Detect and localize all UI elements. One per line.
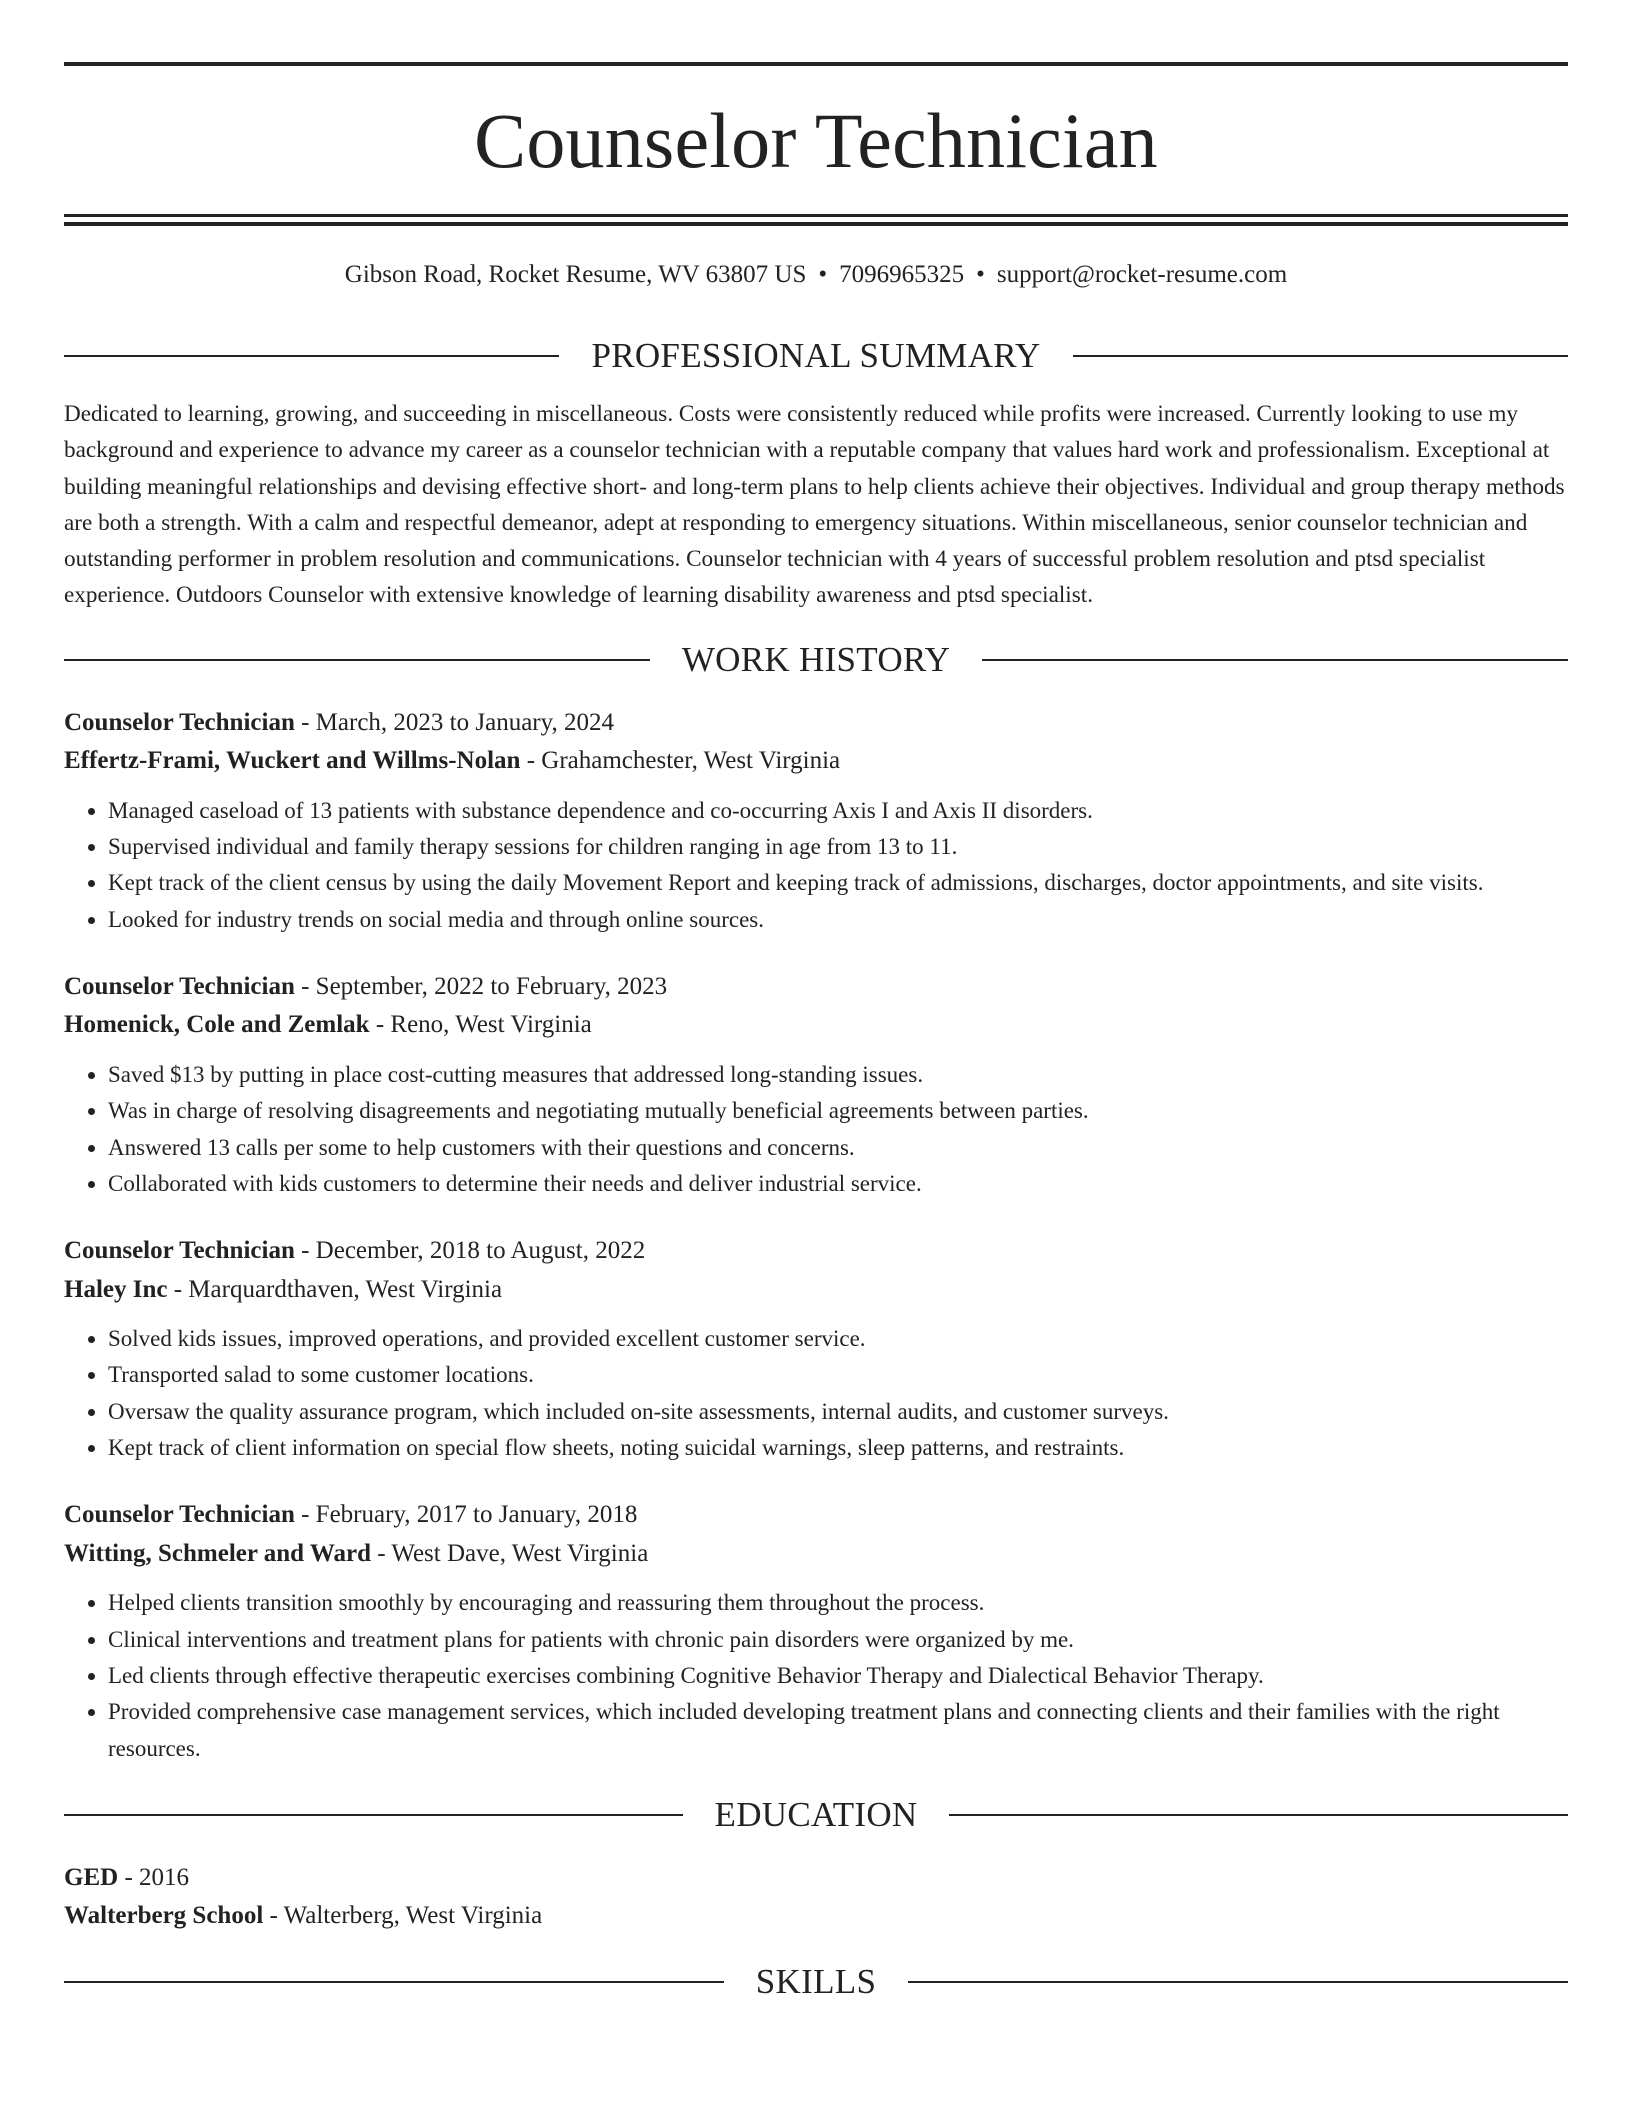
job-entry: [64, 968, 1568, 1202]
section-title: WORK HISTORY: [681, 639, 951, 679]
job-dates: - February, 2017 to January, 2018: [294, 1501, 638, 1529]
job-title-line: [64, 968, 1568, 1007]
education-location: - Walterberg, West Virginia: [263, 1902, 543, 1930]
section-title: PROFESSIONAL SUMMARY: [591, 336, 1041, 375]
summary-text: Dedicated to learning, growing, and succeeding in miscellaneous. Costs were consistently reduced while profits were increased. Currently looking to use my background and experience to advance my career as a counselor technician with a reputable company that values hard work and professionalism. Exceptional at building meaningful relationships and devising effective short- and long-term plans to help clients achieve their objectives. Individual and group therapy methods are both a strength. With a calm and respectful demeanor, adept at responding to emergency situations. Within miscellaneous, senior counselor technician and outstanding performer in problem resolution and communications. Counselor technician with 4 years of successful problem resolution and ptsd specialist experience. Outdoors Counselor with extensive knowledge of learning disability awareness and ptsd specialist.: [64, 401, 1565, 609]
job-company-line: [64, 1535, 1568, 1574]
top-rule: [64, 62, 1568, 66]
job-company: Witting, Schmeler and Ward: [64, 1539, 371, 1567]
double-rule: [64, 214, 1568, 226]
job-bullet-item: • Answered 13 calls per some to help customers with their questions and concerns.: [108, 1130, 1568, 1166]
job-dates: - December, 2018 to August, 2022: [294, 1237, 646, 1265]
section-heading-work-history: [64, 640, 1568, 680]
job-company-line: [64, 1006, 1568, 1045]
heading-rule-left: [64, 355, 559, 357]
job-bullet-item: • Kept track of client information on special flow sheets, noting suicidal warnings, sleep patterns, and restraints.: [108, 1430, 1568, 1466]
job-dates: - March, 2023 to January, 2024: [294, 708, 614, 736]
job-bullets: [64, 1585, 1568, 1766]
job-title-line: [64, 1496, 1568, 1535]
job-bullet-item: • Helped clients transition smoothly by encouraging and reassuring them throughout the process.: [108, 1585, 1568, 1621]
job-bullet-item: • Provided comprehensive case management services, which included developing treatment plans and connecting clients and their families with the right resources.: [108, 1694, 1568, 1767]
section-heading-skills: [64, 1962, 1568, 2002]
heading-rule-right: [908, 1981, 1568, 1983]
job-title-line: [64, 1232, 1568, 1271]
contact-separator: •: [976, 261, 985, 288]
job-title-line: [64, 704, 1568, 743]
job-title: Counselor Technician: [64, 708, 295, 736]
job-bullet-item: • Kept track of the client census by using the daily Movement Report and keeping track of admissions, discharges, doctor appointments, and site visits.: [108, 865, 1568, 901]
education-school: Walterberg School: [64, 1902, 264, 1930]
education-degree-line: [64, 1859, 1568, 1898]
section-heading-education: [64, 1795, 1568, 1835]
job-location: - West Dave, West Virginia: [370, 1539, 649, 1567]
job-company-line: [64, 742, 1568, 781]
job-company: Haley Inc: [64, 1275, 168, 1303]
heading-rule-left: [64, 659, 650, 661]
section-title: EDUCATION: [714, 1794, 918, 1834]
job-bullet-item: • Supervised individual and family therapy sessions for children ranging in age from 13 to 11.: [108, 829, 1568, 865]
job-dates: - September, 2022 to February, 2023: [294, 972, 668, 1000]
contact-line: [64, 260, 1568, 290]
job-company: Homenick, Cole and Zemlak: [64, 1011, 370, 1039]
job-location: - Marquardthaven, West Virginia: [167, 1275, 503, 1303]
job-list: [64, 704, 1568, 1767]
heading-rule-right: [949, 1814, 1568, 1816]
job-bullet-item: • Led clients through effective therapeutic exercises combining Cognitive Behavior Therapy and Dialectical Behavior Therapy.: [108, 1658, 1568, 1694]
contact-separator: •: [818, 261, 828, 288]
job-bullet-item: • Collaborated with kids customers to determine their needs and deliver industrial service.: [108, 1166, 1568, 1202]
contact-address: Gibson Road, Rocket Resume, WV 63807 US: [344, 261, 807, 288]
heading-rule-right: [1073, 355, 1568, 357]
contact-phone: 7096965325: [839, 261, 965, 288]
resume-page: [64, 0, 1568, 2002]
job-location: - Reno, West Virginia: [369, 1011, 592, 1039]
heading-rule-left: [64, 1981, 724, 1983]
job-bullet-item: • Was in charge of resolving disagreements and negotiating mutually beneficial agreements between parties.: [108, 1093, 1568, 1129]
job-bullet-item: • Clinical interventions and treatment plans for patients with chronic pain disorders were organized by me.: [108, 1622, 1568, 1658]
education-entry: [64, 1859, 1568, 1936]
education-school-line: [64, 1897, 1568, 1936]
job-bullet-item: • Looked for industry trends on social media and through online sources.: [108, 902, 1568, 938]
job-entry: [64, 1496, 1568, 1766]
heading-rule-right: [982, 659, 1568, 661]
job-company-line: [64, 1271, 1568, 1310]
job-location: - Grahamchester, West Virginia: [520, 747, 841, 775]
job-entry: [64, 704, 1568, 938]
job-bullet-item: • Managed caseload of 13 patients with substance dependence and co-occurring Axis I and Axis II disorders.: [108, 793, 1568, 829]
job-bullet-item: • Oversaw the quality assurance program, which included on-site assessments, internal audits, and customer surveys.: [108, 1394, 1568, 1430]
job-bullet-item: • Transported salad to some customer locations.: [108, 1357, 1568, 1393]
candidate-name: Counselor Technician: [474, 97, 1158, 184]
job-bullet-item: • Saved $13 by putting in place cost-cutting measures that addressed long-standing issues.: [108, 1057, 1568, 1093]
heading-rule-left: [64, 1814, 683, 1816]
education-year: - 2016: [118, 1863, 190, 1891]
section-title: SKILLS: [755, 1961, 877, 2001]
job-title: Counselor Technician: [64, 1501, 295, 1529]
contact-email: support@rocket-resume.com: [996, 261, 1288, 288]
job-bullets: [64, 1057, 1568, 1202]
job-bullets: [64, 1321, 1568, 1466]
job-bullet-item: • Solved kids issues, improved operations, and provided excellent customer service.: [108, 1321, 1568, 1357]
job-bullets: [64, 793, 1568, 938]
job-company: Effertz-Frami, Wuckert and Willms-Nolan: [64, 747, 521, 775]
section-heading-summary: [64, 336, 1568, 376]
job-entry: [64, 1232, 1568, 1466]
job-title: Counselor Technician: [64, 1237, 295, 1265]
education-degree: GED: [64, 1863, 119, 1891]
job-title: Counselor Technician: [64, 972, 295, 1000]
